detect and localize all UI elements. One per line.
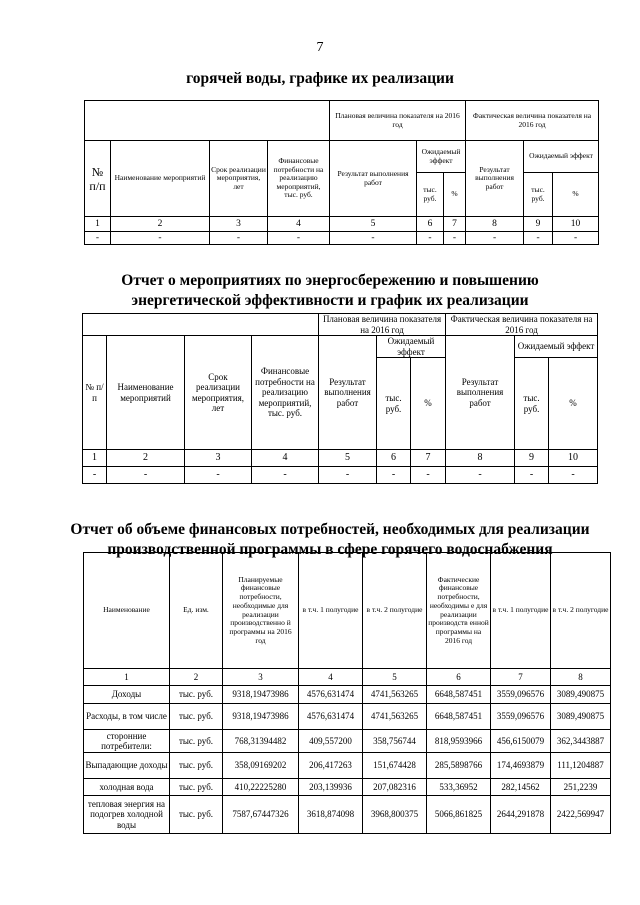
column-number: 7 <box>491 669 551 686</box>
column-number: 7 <box>444 217 466 232</box>
column-number: 3 <box>223 669 299 686</box>
header-planned-h2: в т.ч. 2 полугодие <box>363 553 427 669</box>
row-label: Доходы <box>84 686 170 704</box>
row-label: тепловая энергия на подогрев холодной воды <box>84 796 170 834</box>
table-cell: 768,31394482 <box>223 730 299 753</box>
header-effect-actual: Ожидаемый эффект <box>524 141 599 173</box>
header-unit: Ед. изм. <box>170 553 223 669</box>
table-row <box>84 796 611 834</box>
column-number: 6 <box>417 217 444 232</box>
table-cell: 7587,67447326 <box>223 796 299 834</box>
column-number: 5 <box>330 217 417 232</box>
table-cell: 4576,631474 <box>299 686 363 704</box>
table-cell: 207,082316 <box>363 779 427 796</box>
table-cell: - <box>330 232 417 245</box>
header-actual: Фактическая величина показателя на 2016 год <box>446 314 598 336</box>
header-actual-total: Фактические финансовые потребности, необходимы е для реализации производств енной программы на 2016 год <box>427 553 491 669</box>
table-cell: 282,14562 <box>491 779 551 796</box>
row-unit: тыс. руб. <box>170 686 223 704</box>
table-cell: 409,557200 <box>299 730 363 753</box>
header-trub-planned: тыс. руб. <box>377 358 411 450</box>
table-row <box>84 730 611 753</box>
column-number: 6 <box>427 669 491 686</box>
column-number: 1 <box>84 669 170 686</box>
header-planned: Плановая величина показателя на 2016 год <box>319 314 446 336</box>
table-row <box>84 753 611 779</box>
table-cell: 456,6150079 <box>491 730 551 753</box>
column-number: 2 <box>107 450 185 467</box>
column-number: 5 <box>319 450 377 467</box>
table-cell: - <box>444 232 466 245</box>
header-trub-planned: тыс. руб. <box>417 173 444 217</box>
table-cell: 3559,096576 <box>491 686 551 704</box>
column-number: 1 <box>85 217 111 232</box>
header-planned: Плановая величина показателя на 2016 год <box>330 101 466 141</box>
table-cell: 410,22225280 <box>223 779 299 796</box>
table-row <box>84 686 611 704</box>
header-name: Наименование <box>84 553 170 669</box>
table-cell: - <box>549 467 598 484</box>
column-number: 9 <box>515 450 549 467</box>
column-number: 6 <box>377 450 411 467</box>
heading-line: Отчет о мероприятиях по энергосбережению и повышению <box>121 272 539 289</box>
table-cell: 2422,569947 <box>551 796 611 834</box>
column-number: 8 <box>466 217 524 232</box>
header-result-actual: Результат выполнения работ <box>446 336 515 450</box>
table-cell: 533,36952 <box>427 779 491 796</box>
header-effect-planned: Ожидаемый эффект <box>417 141 466 173</box>
row-label: сторонние потребители: <box>84 730 170 753</box>
column-number: 2 <box>170 669 223 686</box>
table-cell: 285,5898766 <box>427 753 491 779</box>
table-cell: 151,674428 <box>363 753 427 779</box>
header-term: Срок реализации мероприятия, лет <box>185 336 252 450</box>
table-cell: 251,2239 <box>551 779 611 796</box>
header-result-actual: Результат выполнения работ <box>466 141 524 217</box>
table-cell: 6648,587451 <box>427 686 491 704</box>
header-term: Срок реализации мероприятия, лет <box>210 141 268 217</box>
header-effect-planned: Ожидаемый эффект <box>377 336 446 358</box>
table-cell: - <box>85 232 111 245</box>
header-trub-actual: тыс. руб. <box>524 173 553 217</box>
header-result-planned: Результат выполнения работ <box>330 141 417 217</box>
table-cell: - <box>83 467 107 484</box>
table-cell: 358,756744 <box>363 730 427 753</box>
row-unit: тыс. руб. <box>170 730 223 753</box>
table-cell: 203,139936 <box>299 779 363 796</box>
column-number: 8 <box>551 669 611 686</box>
header-fin: Финансовые потребности на реализацию мероприятий, тыс. руб. <box>268 141 330 217</box>
table-cell: - <box>185 467 252 484</box>
column-number: 4 <box>268 217 330 232</box>
header-actual-h2: в т.ч. 2 полугодие <box>551 553 611 669</box>
table-cell: - <box>252 467 319 484</box>
table-cell: 362,3443887 <box>551 730 611 753</box>
table-row <box>84 704 611 730</box>
table-cell: 358,09169202 <box>223 753 299 779</box>
column-number: 3 <box>185 450 252 467</box>
header-actual-h1: в т.ч. 1 полугодие <box>491 553 551 669</box>
table-cell: - <box>515 467 549 484</box>
table-cell: - <box>466 232 524 245</box>
table-cell: 4741,563265 <box>363 704 427 730</box>
row-unit: тыс. руб. <box>170 704 223 730</box>
table-cell: 9318,19473986 <box>223 704 299 730</box>
table-cell: - <box>111 232 210 245</box>
row-label: Расходы, в том числе <box>84 704 170 730</box>
column-number: 2 <box>111 217 210 232</box>
header-effect-actual: Ожидаемый эффект <box>515 336 598 358</box>
section-heading-hot-water-measures: горячей воды, графике их реализации <box>186 70 454 87</box>
financial-needs-table <box>83 552 611 834</box>
table-cell: - <box>107 467 185 484</box>
table-cell: 174,4693879 <box>491 753 551 779</box>
header-num: № п/п <box>83 336 107 450</box>
header-planned-total: Планируемые финансовые потребности, необходимые для реализации производственно й программы на 2016 год <box>223 553 299 669</box>
header-trub-actual: тыс. руб. <box>515 358 549 450</box>
heading-line: производственной программы в сфере горячего водоснабжения <box>107 541 553 558</box>
table-cell: - <box>411 467 446 484</box>
column-number: 8 <box>446 450 515 467</box>
table-row <box>84 779 611 796</box>
column-number: 10 <box>549 450 598 467</box>
header-blank <box>83 314 319 336</box>
table-cell: 3559,096576 <box>491 704 551 730</box>
header-pct-actual: % <box>553 173 599 217</box>
table-cell: - <box>446 467 515 484</box>
measures-table-hot-water <box>84 100 599 245</box>
header-planned-h1: в т.ч. 1 полугодие <box>299 553 363 669</box>
header-name: Наименование мероприятий <box>111 141 210 217</box>
header-fin: Финансовые потребности на реализацию мероприятий, тыс. руб. <box>252 336 319 450</box>
column-number: 4 <box>252 450 319 467</box>
row-unit: тыс. руб. <box>170 753 223 779</box>
section-heading-energy-saving <box>60 271 600 311</box>
row-unit: тыс. руб. <box>170 779 223 796</box>
table-cell: 206,417263 <box>299 753 363 779</box>
table-cell: 9318,19473986 <box>223 686 299 704</box>
table-cell: - <box>524 232 553 245</box>
table-cell: 2644,291878 <box>491 796 551 834</box>
measures-table-energy-saving <box>82 313 598 484</box>
table-cell: - <box>553 232 599 245</box>
header-num: № п/п <box>85 141 111 217</box>
column-number: 4 <box>299 669 363 686</box>
table-cell: 3618,874098 <box>299 796 363 834</box>
table-cell: - <box>377 467 411 484</box>
column-number: 1 <box>83 450 107 467</box>
table-cell: 6648,587451 <box>427 704 491 730</box>
column-number: 5 <box>363 669 427 686</box>
heading-line: Отчет об объеме финансовых потребностей, необходимых для реализации <box>70 521 590 538</box>
table-cell: 3968,800375 <box>363 796 427 834</box>
table-cell: - <box>417 232 444 245</box>
heading-line: энергетической эффективности и график их реализации <box>131 292 529 309</box>
table-cell: - <box>319 467 377 484</box>
table-cell: 818,9593966 <box>427 730 491 753</box>
table-cell: 3089,490875 <box>551 704 611 730</box>
page-number: 7 <box>316 40 324 55</box>
header-result-planned: Результат выполнения работ <box>319 336 377 450</box>
header-name: Наименование мероприятий <box>107 336 185 450</box>
table-cell: - <box>268 232 330 245</box>
header-pct-planned: % <box>411 358 446 450</box>
table-cell: - <box>210 232 268 245</box>
column-number: 10 <box>553 217 599 232</box>
table-cell: 4741,563265 <box>363 686 427 704</box>
row-label: холодная вода <box>84 779 170 796</box>
table-cell: 4576,631474 <box>299 704 363 730</box>
table-cell: 3089,490875 <box>551 686 611 704</box>
header-actual: Фактическая величина показателя на 2016 год <box>466 101 599 141</box>
row-unit: тыс. руб. <box>170 796 223 834</box>
column-number: 7 <box>411 450 446 467</box>
column-number: 3 <box>210 217 268 232</box>
row-label: Выпадающие доходы <box>84 753 170 779</box>
table-cell: 5066,861825 <box>427 796 491 834</box>
header-pct-planned: % <box>444 173 466 217</box>
table-cell: 111,1204887 <box>551 753 611 779</box>
header-pct-actual: % <box>549 358 598 450</box>
column-number: 9 <box>524 217 553 232</box>
header-blank <box>85 101 330 141</box>
